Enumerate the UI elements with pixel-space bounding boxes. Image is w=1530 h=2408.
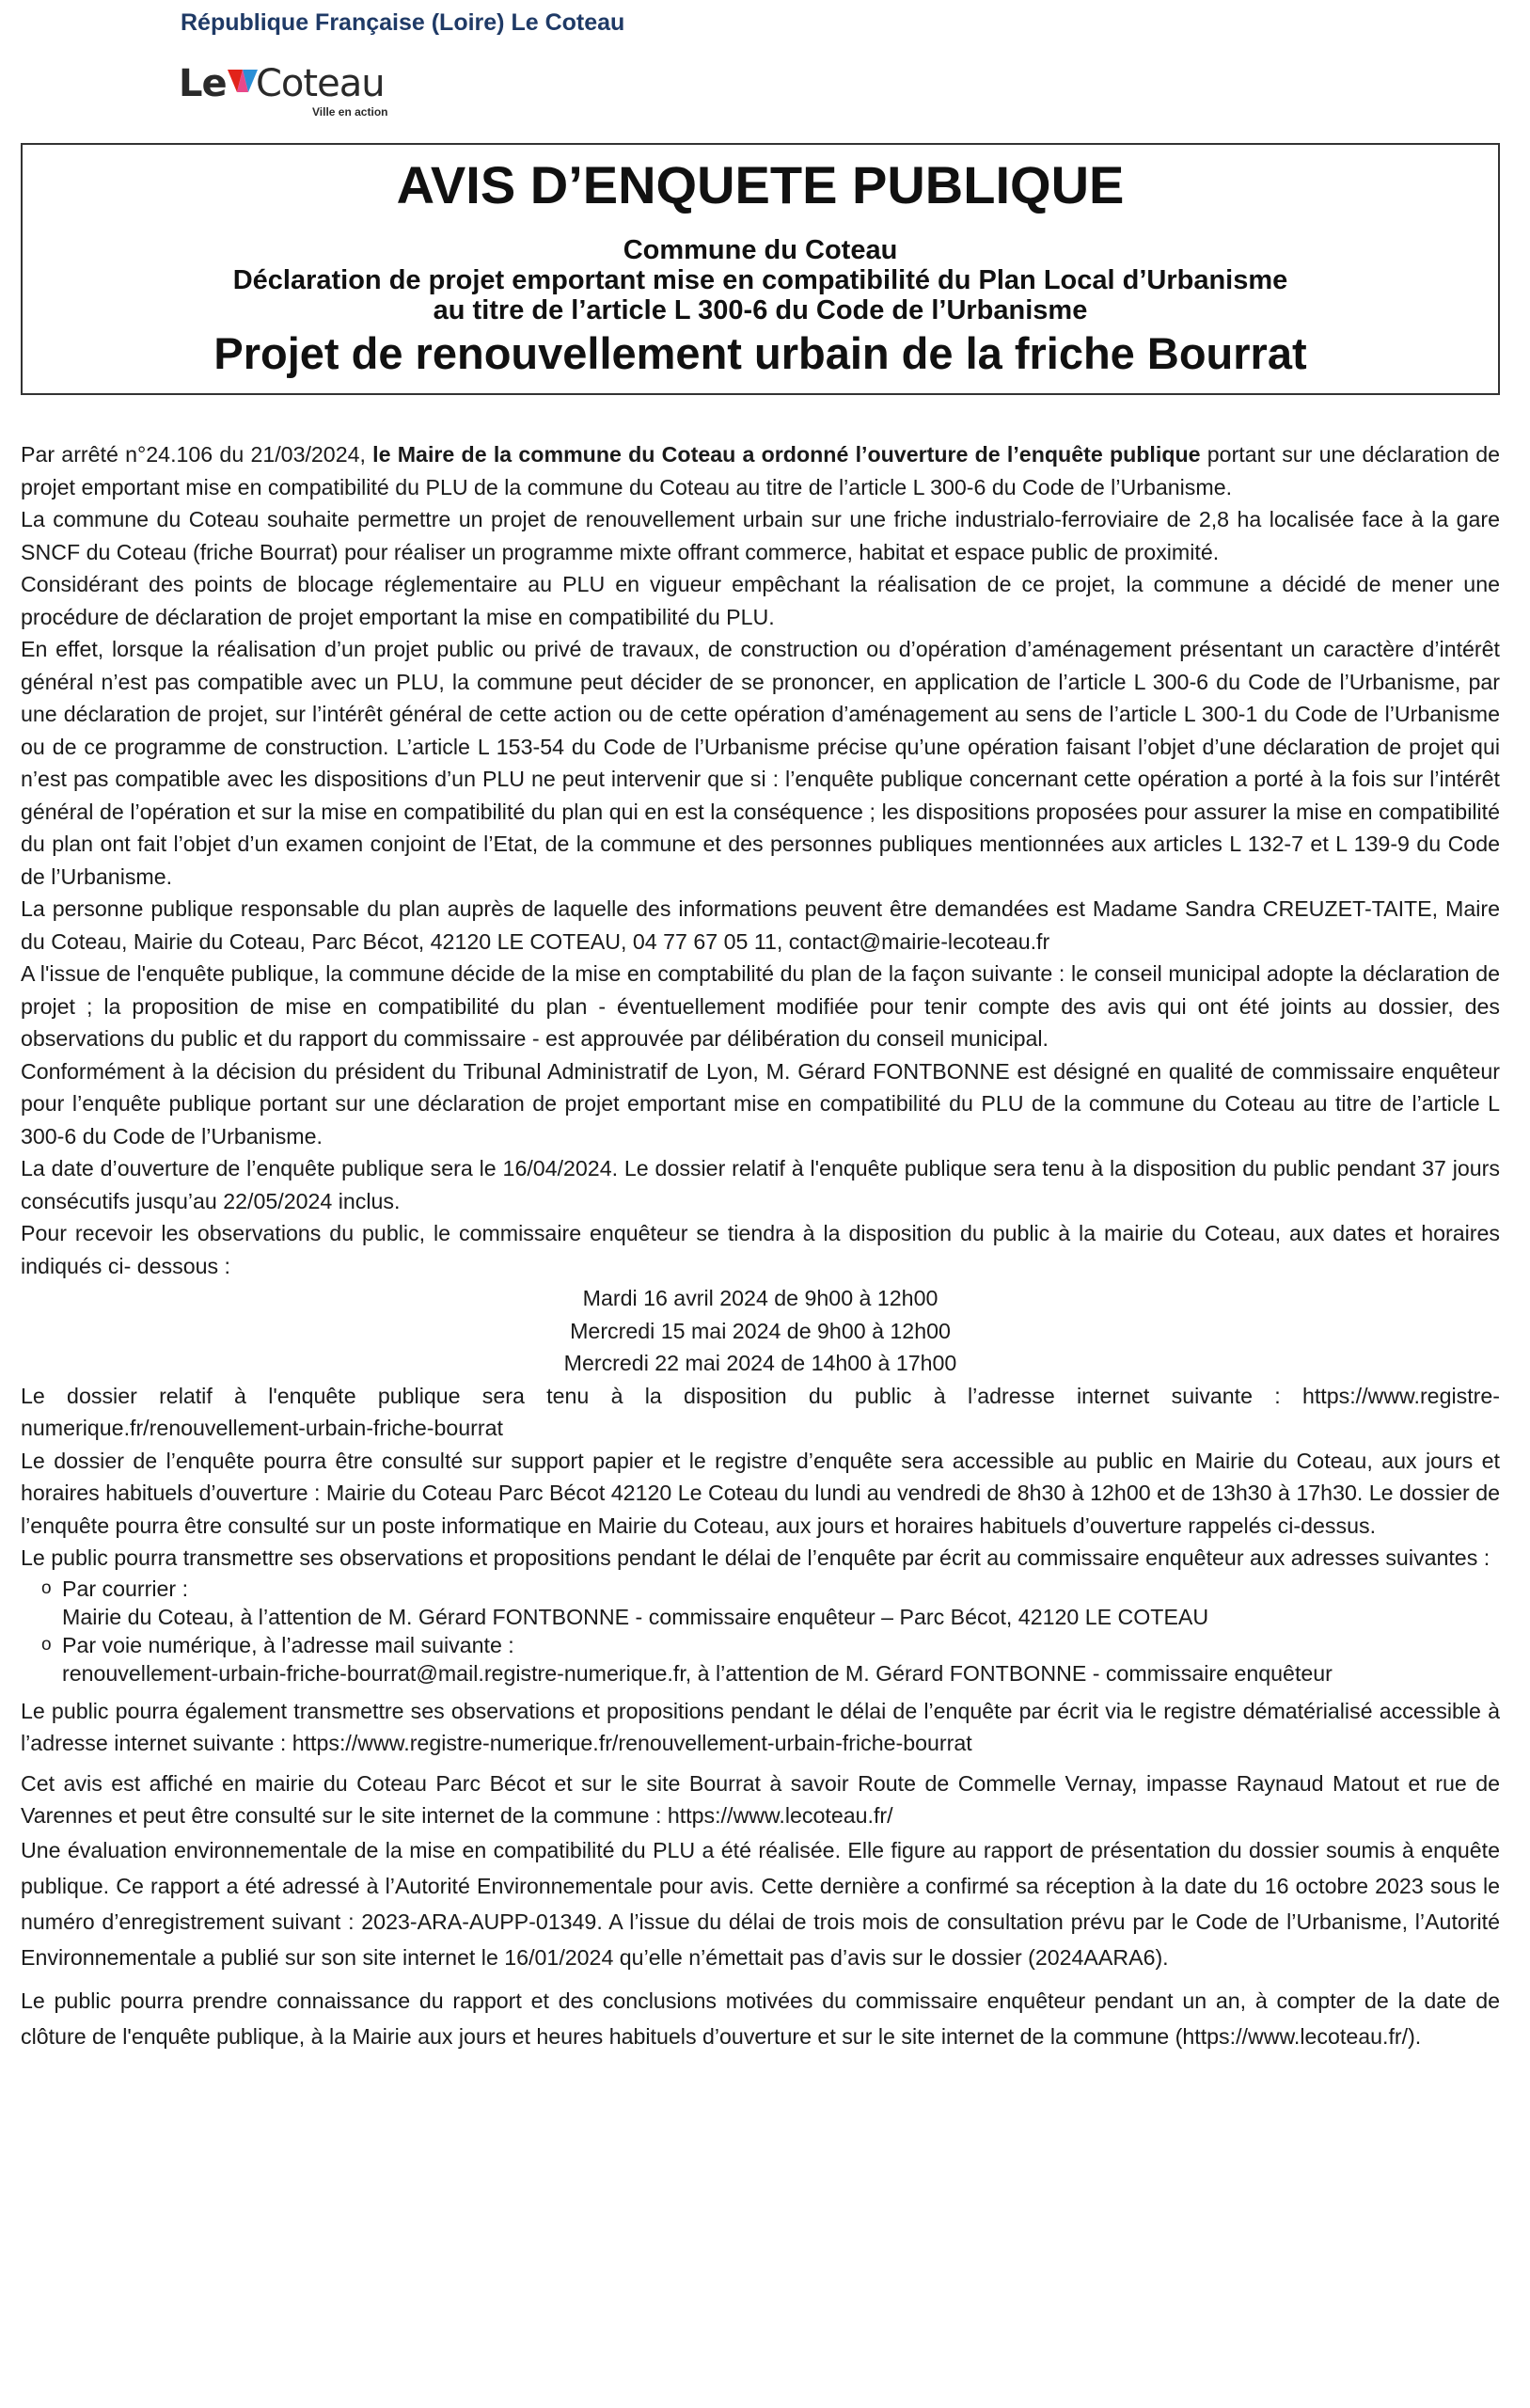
list-item-detail xyxy=(21,1659,1500,1687)
notice-body xyxy=(21,438,1500,2054)
paragraph-affichage: Cet avis est affiché en mairie du Coteau Parc Bécot et sur le site Bourrat à savoir Route de Commelle Vernay, impasse Raynaud Matout et rue de Varennes et peut être consulté sur le site internet de la commune : https://www.lecoteau.fr/ xyxy=(21,1770,1500,1828)
paragraph-responsable: La personne publique responsable du plan auprès de laquelle des informations peuvent être demandées est Madame Sandra CREUZET-TAITE, Maire du Coteau, Mairie du Coteau, Parc Bécot, 42120 LE COTEAU, 04 77 67 05 11, contact@mairie-lecoteau.fr xyxy=(21,896,1500,954)
paragraph-blocage: Considérant des points de blocage réglementaire au PLU en vigueur empêchant la réalisation de ce projet, la commune a décidé de mener une procédure de déclaration de projet emportant la mise en compatibilité du PLU. xyxy=(21,572,1500,629)
paragraph-dossier-internet: Le dossier relatif à l'enquête publique sera tenu à la disposition du public à l’adresse internet suivante : https://www.registre-numerique.fr/renouvellement-urbain-friche-bourrat xyxy=(21,1383,1500,1440)
logo-coteau-text: Coteau xyxy=(256,62,385,105)
republique-header: République Française (Loire) Le Coteau xyxy=(181,9,625,36)
permanence-2: Mercredi 15 mai 2024 de 9h00 à 12h00 xyxy=(570,1318,951,1343)
permanence-1: Mardi 16 avril 2024 de 9h00 à 12h00 xyxy=(582,1286,939,1310)
paragraph-effet: En effet, lorsque la réalisation d’un projet public ou privé de travaux, de construction ou d’opération d’aménagement présentant un caractère d’intérêt général n’est pas compatible avec un PLU, la commune peut décider de se prononcer, en application de l’article L 300-6 du Code de l’Urbanisme, par une déclaration de projet, sur l’intérêt général de cette action ou de cette opération d’aménagement au sens de l’article L 300-1 du Code de l’Urbanisme ou de ce programme de construction. L’article L 153-54 du Code de l’Urbanisme précise qu’une opération faisant l’objet d’une déclaration de projet qui n’est pas compatible avec les dispositions d’un PLU ne peut intervenir que si : l’enquête publique concernant cette opération a porté à la fois sur l’intérêt général de l’opération et sur la mise en compatibilité du plan qui en est la conséquence ; les dispositions proposées pour assurer la mise en compatibilité du plan ont fait l’objet d’un examen conjoint de l’Etat, de la commune et des personnes publiques mentionnées aux articles L 132-7 et L 139-9 du Code de l’Urbanisme. xyxy=(21,637,1500,889)
list-item-detail-text: renouvellement-urbain-friche-bourrat@mail.registre-numerique.fr, à l’attention de M. Gérard FONTBONNE - commissaire enquêteur xyxy=(62,1660,1333,1686)
list-item-label: Par voie numérique, à l’adresse mail suivante : xyxy=(62,1632,514,1657)
logo-tagline: Ville en action xyxy=(312,105,388,119)
list-item xyxy=(21,1631,1500,1659)
paragraph-dates: La date d’ouverture de l’enquête publique sera le 16/04/2024. Le dossier relatif à l'enquête publique sera tenu à la disposition du public pendant 37 jours consécutifs jusqu’au 22/05/2024 inclus. xyxy=(21,1156,1500,1213)
logo-heart-icon xyxy=(226,64,260,98)
list-item-detail-text: Mairie du Coteau, à l’attention de M. Gérard FONTBONNE - commissaire enquêteur – Parc Bécot, 42120 LE COTEAU xyxy=(62,1604,1209,1629)
arrete-text: Par arrêté n°24.106 du 21/03/2024, xyxy=(21,442,373,467)
paragraph-issue: A l'issue de l'enquête publique, la commune décide de la mise en comptabilité du plan de la façon suivante : le conseil municipal adopte la déclaration de projet ; la proposition de mise en compatibilité du plan - éventuellement modifiée pour tenir compte des avis qui ont été joints au dossier, des observations du public et du rapport du commissaire - est approuvée par délibération du conseil municipal. xyxy=(21,961,1500,1051)
permanence-3: Mercredi 22 mai 2024 de 14h00 à 17h00 xyxy=(563,1351,957,1375)
arrete-end-text: portant sur une déclaration de projet emportant mise en compatibilité du PLU de la commune du Coteau au titre de l’article L 300-6 du Code de l’Urbanisme. xyxy=(21,442,1500,499)
title-box xyxy=(21,143,1500,395)
paragraph-registre: Le public pourra également transmettre ses observations et propositions pendant le délai de l’enquête par écrit via le registre dématérialisé accessible à l’adresse internet suivante : https://www.registre-numerique.fr/renouvellement-urbain-friche-bourrat xyxy=(21,1698,1500,1755)
paragraph-dossier-papier: Le dossier de l’enquête pourra être consulté sur support papier et le registre d’enquête sera accessible au public en Mairie du Coteau, aux jours et horaires habituels d’ouverture : Mairie du Coteau Parc Bécot 42120 Le Coteau du lundi au vendredi de 8h30 à 12h00 et de 13h30 à 17h30. Le dossier de l’enquête pourra être consulté sur un poste informatique en Mairie du Coteau, aux jours et horaires habituels d’ouverture rappelés ci-dessus. xyxy=(21,1448,1500,1538)
paragraph-transmettre: Le public pourra transmettre ses observations et propositions pendant le délai de l’enquête par écrit au commissaire enquêteur aux adresses suivantes : xyxy=(21,1545,1491,1570)
paragraph-observations: Pour recevoir les observations du public, le commissaire enquêteur se tiendra à la disposition du public à la mairie du Coteau, aux dates et horaires indiqués ci- dessous : xyxy=(21,1221,1500,1278)
list-item xyxy=(21,1575,1500,1603)
logo-le-text: Le xyxy=(179,62,227,105)
projet-title: Projet de renouvellement urbain de la friche Bourrat xyxy=(213,328,1307,378)
paragraph-commissaire: Conformément à la décision du président du Tribunal Administratif de Lyon, M. Gérard FONTBONNE est désigné en qualité de commissaire enquêteur pour l’enquête publique portant sur une déclaration de projet emportant mise en compatibilité du PLU de la commune du Coteau au titre de l’article L 300-6 du Code de l’Urbanisme. xyxy=(21,1058,1500,1149)
declaration-line: Déclaration de projet emportant mise en compatibilité du Plan Local d’Urbanisme xyxy=(232,265,1288,295)
paragraph-arrete xyxy=(21,438,1500,503)
arrete-bold-text: le Maire de la commune du Coteau a ordonné l’ouverture de l’enquête publique xyxy=(372,442,1201,467)
bullet-icon: o xyxy=(41,1577,52,1598)
notice-title: AVIS D’ENQUETE PUBLIQUE xyxy=(396,155,1125,214)
commune-line: Commune du Coteau xyxy=(623,235,898,265)
bullet-icon: o xyxy=(41,1634,52,1655)
paragraph-rapport: Le public pourra prendre connaissance du rapport et des conclusions motivées du commissaire enquêteur pendant un an, à compter de la date de clôture de l'enquête publique, à la Mairie aux jours et heures habituels d’ouverture et sur le site internet de la commune (https://www.lecoteau.fr/). xyxy=(21,1988,1500,2049)
list-item-detail xyxy=(21,1603,1500,1631)
article-line: au titre de l’article L 300-6 du Code de l’Urbanisme xyxy=(433,295,1088,325)
paragraph-evaluation: Une évaluation environnementale de la mise en compatibilité du PLU a été réalisée. Elle figure au rapport de présentation du dossier soumis à enquête publique. Ce rapport a été adressé à l’Autorité Environnementale pour avis. Cette dernière a confirmé sa réception à la date du 16 octobre 2023 sous le numéro d’enregistrement suivant : 2023-ARA-AUPP-01349. A l’issue du délai de trois mois de consultation prévu par le Code de l’Urbanisme, l’Autorité Environnementale a publié sur son site internet le 16/01/2024 qu’elle n’émettait pas d’avis sur le dossier (2024AARA6). xyxy=(21,1837,1500,1970)
list-item-label: Par courrier : xyxy=(62,1576,189,1601)
paragraph-projet: La commune du Coteau souhaite permettre un projet de renouvellement urbain sur une friche industrialo-ferroviaire de 2,8 ha localisée face à la gare SNCF du Coteau (friche Bourrat) pour réaliser un programme mixte offrant commerce, habitat et espace public de proximité. xyxy=(21,507,1500,564)
address-list xyxy=(21,1575,1500,1687)
le-coteau-logo xyxy=(179,58,404,122)
